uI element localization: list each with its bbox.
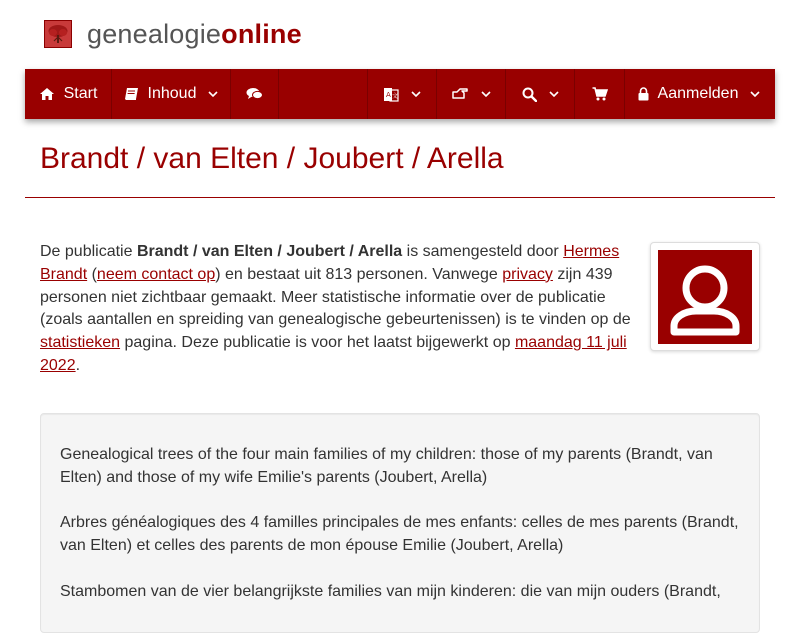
svg-text:文: 文 bbox=[392, 92, 399, 100]
description-french: Arbres généalogiques des 4 familles principales de mes enfants: celles de mes parents (Brandt, van Elten) et celles des parents de mon épouse Emilie (Joubert, Arella) bbox=[60, 514, 739, 555]
chevron-down-icon bbox=[208, 91, 218, 98]
brand-part-1: genealogie bbox=[87, 19, 222, 49]
author-link[interactable]: Hermes Brandt bbox=[40, 243, 620, 283]
nav-forum[interactable] bbox=[231, 69, 279, 119]
site-brand[interactable] bbox=[44, 18, 302, 50]
author-avatar[interactable] bbox=[650, 242, 760, 351]
shopping-cart-icon bbox=[592, 87, 608, 101]
search-icon bbox=[522, 87, 537, 102]
intro-text: De publicatie bbox=[40, 243, 137, 260]
contact-link[interactable]: neem contact op bbox=[96, 265, 216, 283]
chevron-down-icon bbox=[750, 91, 760, 98]
nav-search[interactable] bbox=[506, 69, 575, 119]
nav-start[interactable] bbox=[25, 69, 112, 119]
statistics-link[interactable]: statistieken bbox=[40, 334, 121, 352]
page-title: Brandt / van Elten / Joubert / Arella bbox=[40, 142, 504, 175]
home-icon bbox=[39, 87, 55, 101]
nav-aanmelden[interactable] bbox=[625, 69, 773, 119]
main-navbar bbox=[25, 69, 775, 119]
nav-inhoud[interactable] bbox=[112, 69, 231, 119]
intro-text: is samengesteld door bbox=[402, 243, 564, 260]
intro-text: ) en bestaat uit 813 personen. Vanwege bbox=[215, 265, 503, 283]
nav-cart[interactable] bbox=[575, 69, 625, 119]
nav-spacer bbox=[279, 69, 368, 119]
brand-wordmark bbox=[87, 18, 302, 50]
svg-text:A: A bbox=[386, 90, 391, 99]
nav-aanmelden-label: Aanmelden bbox=[657, 85, 739, 102]
publication-description bbox=[40, 413, 760, 633]
intro-text: zijn 439 personen niet zichtbaar gemaakt. Meer statistische informatie over de publicatie (zoals aantallen en spreiding van genealogische gebeurtenissen) is te vinden op de bbox=[40, 265, 631, 329]
publication-intro bbox=[40, 241, 636, 378]
intro-text: ( bbox=[87, 265, 97, 283]
brand-part-2: online bbox=[221, 19, 302, 49]
intro-text: . bbox=[75, 356, 81, 374]
book-icon bbox=[124, 87, 139, 101]
nav-share[interactable] bbox=[437, 69, 506, 119]
description-english: Genealogical trees of the four main families of my children: those of my parents (Brandt, van Elten) and those of my wife Emilie's parents (Joubert, Arella) bbox=[60, 446, 713, 486]
intro-text: pagina. Deze publicatie is voor het laatst bijgewerkt op bbox=[120, 334, 515, 352]
hand-pointing-icon bbox=[452, 87, 469, 101]
nav-inhoud-label: Inhoud bbox=[147, 85, 197, 102]
privacy-link[interactable]: privacy bbox=[502, 265, 553, 283]
chevron-down-icon bbox=[481, 91, 491, 98]
description-dutch: Stambomen van de vier belangrijkste families van mijn kinderen: die van mijn ouders (Brandt, bbox=[60, 582, 721, 600]
comments-icon bbox=[246, 87, 263, 101]
last-updated-link[interactable]: maandag 11 juli 2022 bbox=[40, 334, 627, 374]
language-icon bbox=[383, 87, 399, 102]
chevron-down-icon bbox=[411, 91, 421, 98]
publication-name: Brandt / van Elten / Joubert / Arella bbox=[136, 243, 403, 260]
title-divider bbox=[25, 197, 775, 198]
lock-icon bbox=[638, 87, 649, 101]
nav-start-label: Start bbox=[63, 85, 98, 102]
user-silhouette-icon bbox=[658, 250, 752, 344]
nav-language[interactable] bbox=[368, 69, 437, 119]
tree-logo-icon bbox=[44, 20, 72, 48]
chevron-down-icon bbox=[549, 91, 559, 98]
